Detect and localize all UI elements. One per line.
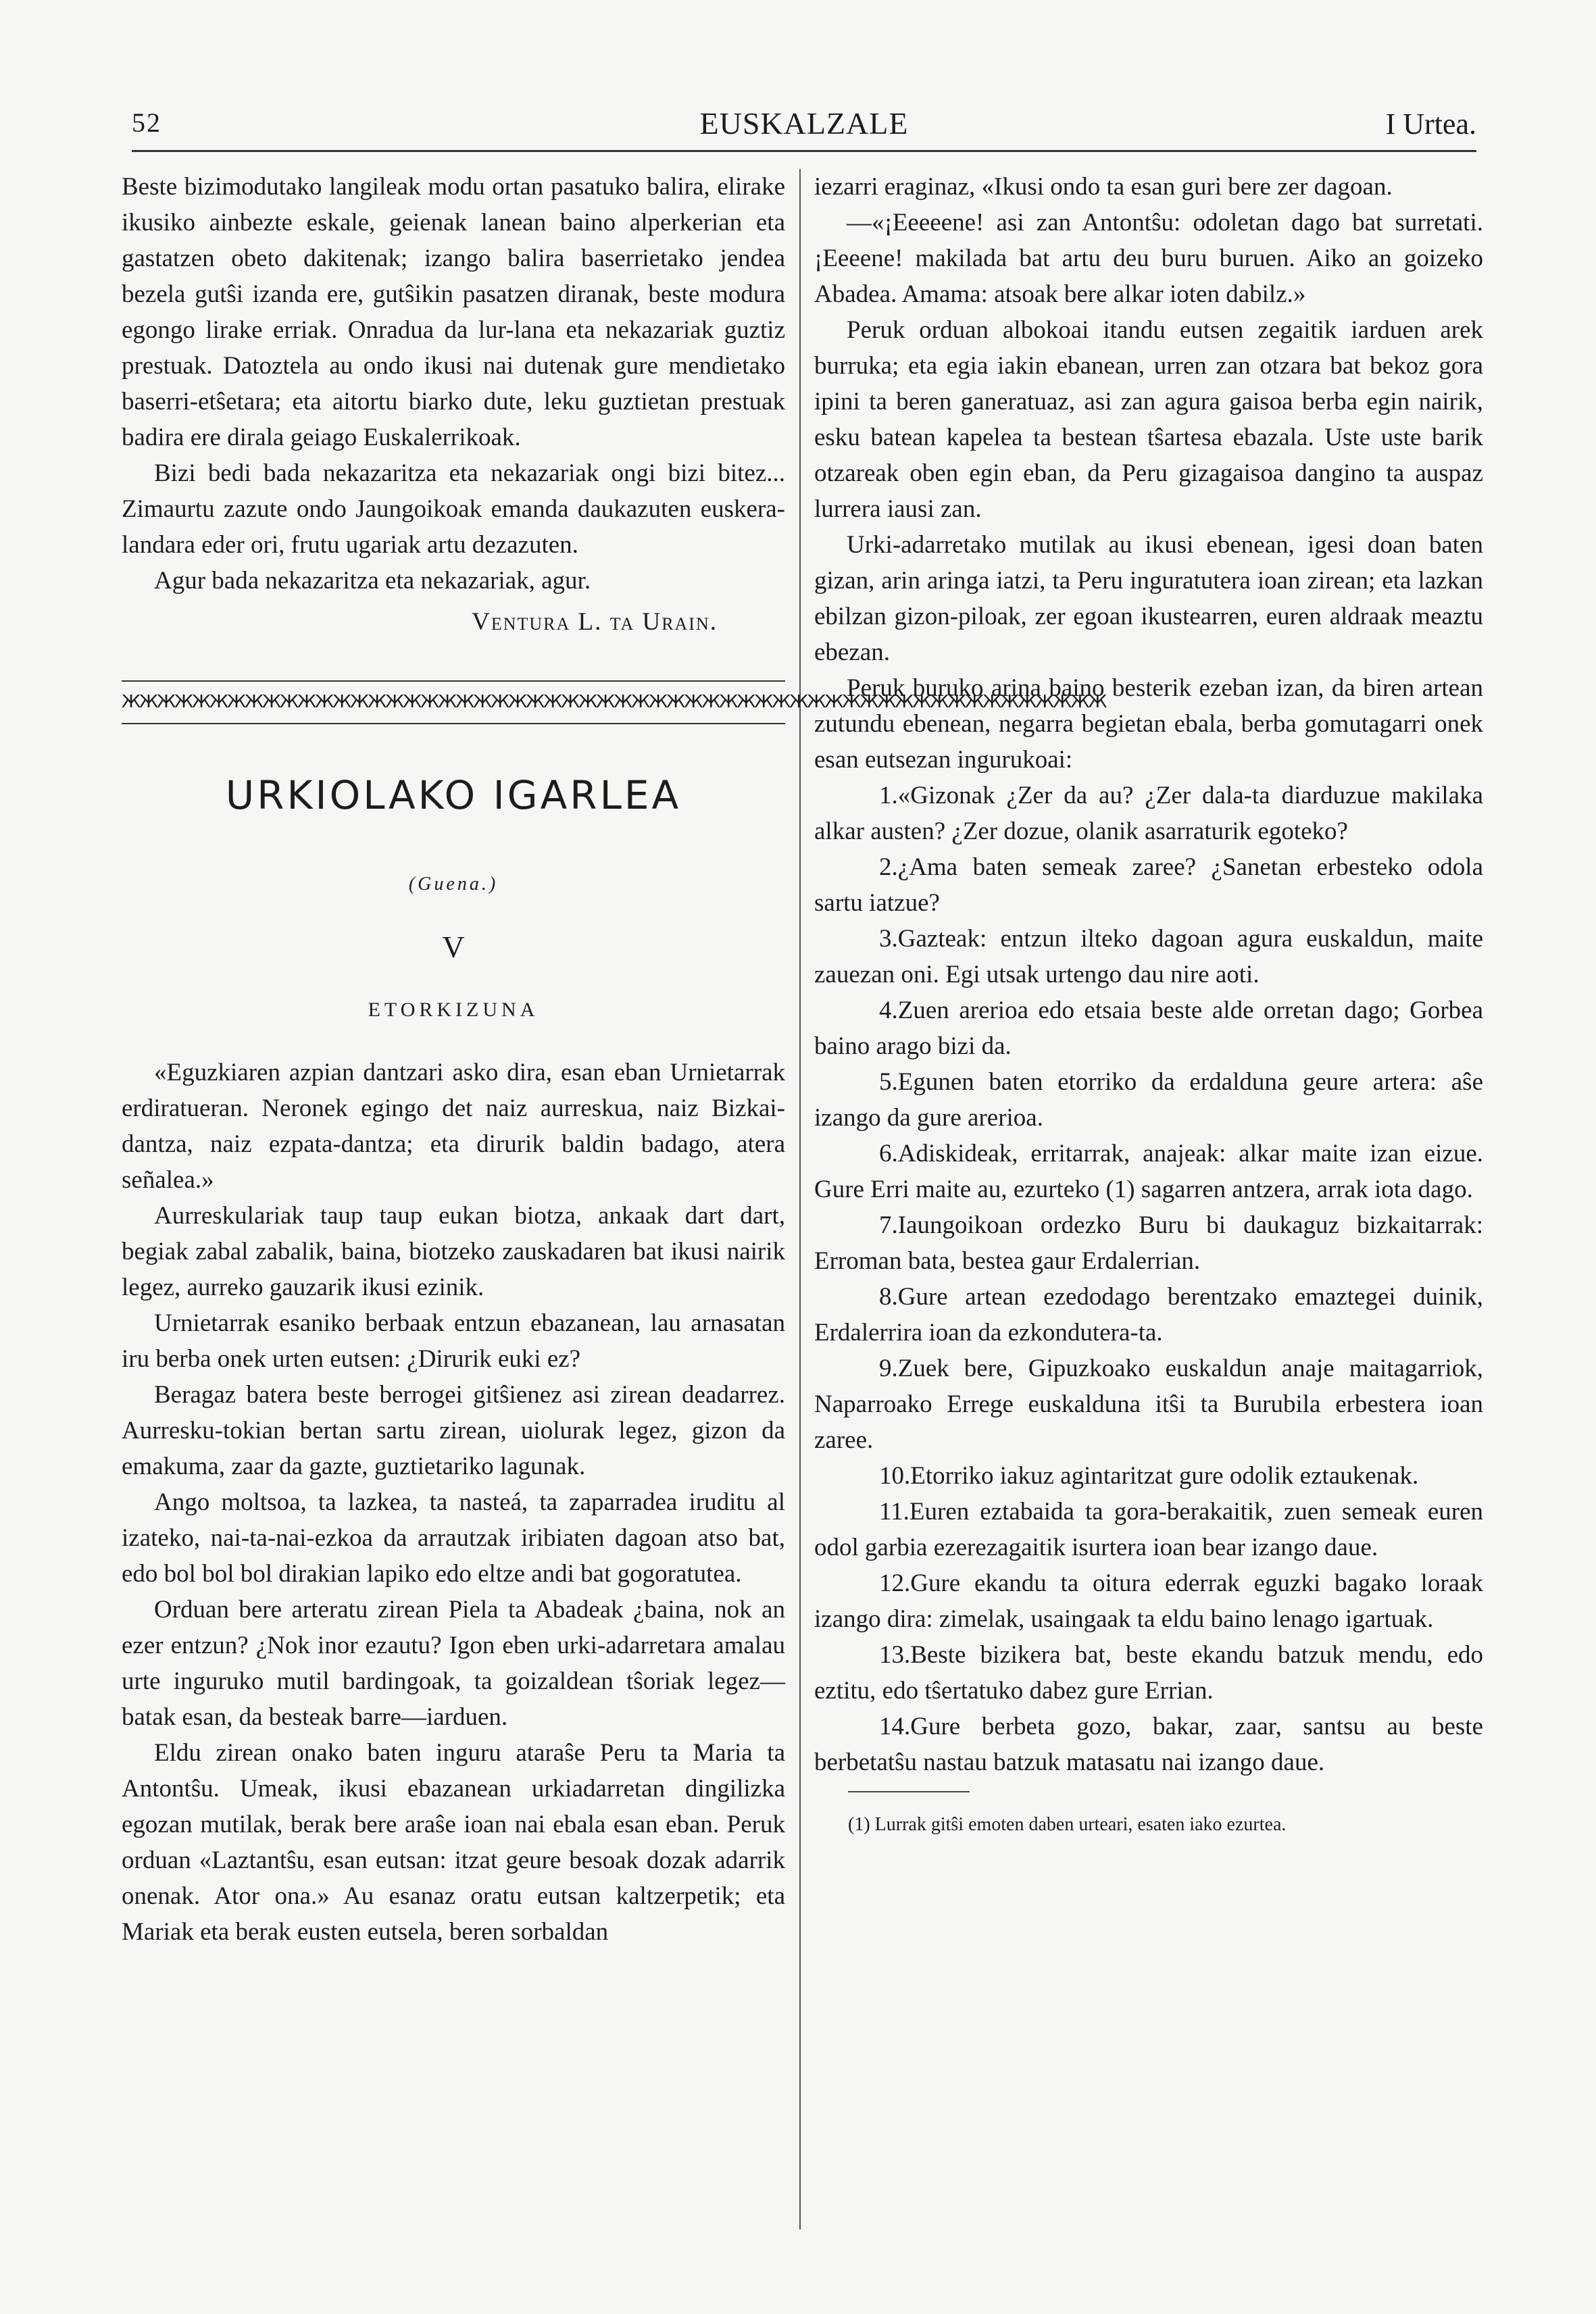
list-item — [814, 992, 1483, 1064]
item-text: Etorriko iakuz agintaritzat gure odolik eztaukenak. — [910, 1462, 1419, 1490]
item-text: «Gizonak ¿Zer da au? ¿Zer dala-ta diarduzue makilaka alkar austen? ¿Zer dozue, olanik asarraturik egoteko? — [814, 782, 1483, 845]
paragraph: Ango moltsoa, ta lazkea, ta nasteá, ta zaparradea iruditu al izateko, nai-ta-nai-ezkoa da arrautzak iribiaten dagoan atso bat, edo bol bol bol dirakian lapiko edo eltze andi bat gogoratutea. — [122, 1488, 785, 1588]
paragraph: Agur bada nekazaritza eta nekazariak, agur. — [154, 567, 591, 595]
item-text: ¿Ama baten semeak zaree? ¿Sanetan erbesteko odola sartu iatzue? — [814, 853, 1483, 917]
paragraph: Bizi bedi bada nekazaritza eta nekazariak ongi bizi bitez... Zimaurtu zazute ondo Jaungoikoak emanda daukazuten euskera-landara eder ori, frutu ugariak artu dezazuten. — [122, 459, 785, 559]
section-note: (Guena.) — [408, 874, 499, 895]
paragraph: Beragaz batera beste berrogei gitŝienez asi zirean deadarrez. Aurresku-tokian bertan sartu zirean, uiolurak legez, gizon da emakuma, zaar da gazte, guztietariko lagunak. — [122, 1381, 785, 1480]
item-text: Zuek bere, Gipuzkoako euskaldun anaje maitagarriok, Naparroako Errege euskalduna itŝi ta Burubila erbestera ioan zaree. — [814, 1355, 1483, 1454]
paragraph: Aurreskulariak taup taup eukan biotza, ankaak dart dart, begiak zabal zabalik, baina, biotzeko zauskadaren bat ikusi nairik legez, aurreko gauzarik ikusi ezinik. — [122, 1202, 785, 1301]
item-number: 1. — [879, 782, 898, 809]
paragraph: iezarri eraginaz, «Ikusi ondo ta esan guri bere zer dagoan. — [814, 173, 1393, 201]
paragraph: «Eguzkiaren azpian dantzari asko dira, esan eban Urnietarrak erdiratueran. Neronek egingo det naiz aurreskua, naiz Bizkai-dantza, naiz ezpata-dantza; eta dirurik baldin badago, atera señalea.» — [122, 1059, 785, 1194]
list-item — [814, 1565, 1483, 1637]
item-number: 2. — [879, 853, 898, 881]
paragraph: Peruk buruko arina baino besterik ezeban izan, da biren artean zutundu ebenean, negarra begietan ebala, berba gomutagarri onek esan eutsezan ingurukoai: — [814, 674, 1483, 774]
item-number: 14. — [879, 1713, 911, 1740]
item-text: Gure ekandu ta oitura ederrak eguzki bagako loraak izango dira: zimelak, usaingaak ta eldu baino lenago igartuak. — [814, 1569, 1483, 1633]
item-text: Beste bizikera bat, beste ekandu batzuk mendu, edo eztitu, edo tŝertatuko dabez gure Errian. — [814, 1641, 1483, 1705]
item-number: 5. — [879, 1068, 898, 1096]
paragraph: Urnietarrak esaniko berbaak entzun ebazanean, lau arnasatan iru berba onek urten eutsen: ¿Dirurik euki ez? — [122, 1309, 785, 1373]
list-item — [814, 921, 1483, 992]
list-item — [814, 1709, 1483, 1780]
item-text: Euren eztabaida ta gora-berakaitik, zuen semeak euren odol garbia ezerezagaitik isurtera ioan bear izango daue. — [814, 1498, 1483, 1561]
paragraph: Eldu zirean onako baten inguru ataraŝe Peru ta Maria ta Antontŝu. Umeak, ikusi ebazanean urkiadarretan dingilizka egozan mutilak, berak bere araŝe ioan nai ebala esan eban. Peruk orduan «Laztantŝu, esan eutsan: itzat geure besoak dozak adarrik onenak. Ator ona.» Au esanaz oratu eutsan kaltzerpetik; eta Mariak eta berak eusten eutsela, beren sorbaldan — [122, 1739, 785, 1946]
paragraph: Orduan bere arteratu zirean Piela ta Abadeak ¿baina, nok an ezer entzun? ¿Nok inor ezautu? Igon eben urki-adarretara amalau urte inguruko mutil bardingoak, ta goizaldean tŝoriak legez—batak esan, da besteak barre—iarduen. — [122, 1596, 785, 1731]
list-item — [814, 1207, 1483, 1279]
list-item — [814, 778, 1483, 849]
list-item — [814, 1637, 1483, 1709]
year-label: I Urtea. — [1385, 107, 1476, 141]
section-title: URKIOLAKO IGARLEA — [225, 772, 682, 818]
item-number: 4. — [879, 997, 898, 1024]
list-item — [814, 1279, 1483, 1351]
list-item — [814, 1494, 1483, 1565]
paragraph: Beste bizimodutako langileak modu ortan pasatuko balira, elirake ikusiko ainbezte eskale, geienak lanean baino alperkerian eta gastatzen obeto dakitenak; izango balira baserrietako jendea bezela gutŝi izanda ere, gutŝikin pasatzen diranak, beste modura egongo lirake erriak. Onradua da lur-lana eta nekazariak guztiz prestuak. Datoztela au ondo ikusi nai dutenak gure mendietako baserri-etŝetara; eta aitortu biarko dute, leku guztietan prestuak badira ere dirala geiago Euskalerrikoak. — [122, 173, 785, 451]
paragraph: —«¡Eeeeene! asi zan Antontŝu: odoletan dago bat surretati. ¡Eeeene! makilada bat artu deu buru buruen. Aiko an goizeko Abadea. Amama: atsoak bere alkar ioten dabilz.» — [814, 209, 1483, 308]
item-text: Gazteak: entzun ilteko dagoan agura euskaldun, maite zauezan oni. Egi utsak urtengo dau nire aoti. — [814, 925, 1483, 988]
list-item — [814, 849, 1483, 921]
item-text: Zuen arerioa edo etsaia beste alde orretan dago; Gorbea baino arago bizi da. — [814, 997, 1483, 1060]
right-column — [814, 169, 1483, 1857]
item-number: 11. — [879, 1498, 909, 1526]
item-number: 13. — [879, 1641, 911, 1669]
footnote: (1) Lurrak gitŝi emoten daben urteari, esaten iako ezurtea. — [848, 1814, 1287, 1835]
list-item — [814, 1458, 1483, 1494]
item-number: 3. — [879, 925, 898, 953]
item-text: Adiskideak, erritarrak, anajeak: alkar maite izan eizue. Gure Erri maite au, ezurteko (1) sagarren antzera, arrak iota dago. — [814, 1140, 1483, 1203]
item-number: 9. — [879, 1355, 898, 1382]
paragraph: Peruk orduan albokoai itandu eutsen zegaitik iarduen arek burruka; eta egia iakin ebanean, urren zan otzara bat bekoz gora ipini ta beren ganeratuaz, asi zan agura gaisoa berba egin nairik, esku batean kapelea ta bestean tŝartesa ebazala. Uste uste barik otzareak oben egin eban, da Peru gizagaisoa dangino ta auspaz lurrera iausi zan. — [814, 316, 1483, 523]
paragraph: Urki-adarretako mutilak au ikusi ebenean, igesi doan baten gizan, arin aringa iatzi, ta Peru inguratutera ioan zirean; eta lazkan ebilzan gizon-piloak, zer egoan ikustearren, euren aldraak meaztu ebezan. — [814, 531, 1483, 666]
item-text: Gure artean ezedodago berentzako emaztegei duinik, Erdalerrira ioan da ezkondutera-ta. — [814, 1283, 1483, 1347]
list-item — [814, 1136, 1483, 1207]
page-header — [132, 100, 1476, 147]
item-number: 7. — [879, 1211, 898, 1239]
numbered-list — [814, 778, 1483, 1780]
item-number: 12. — [879, 1569, 911, 1597]
list-item — [814, 1064, 1483, 1136]
list-item — [814, 1351, 1483, 1458]
item-text: Gure berbeta gozo, bakar, zaar, santsu au beste berbetatŝu nastau batzuk matasatu nai izango daue. — [814, 1713, 1483, 1776]
header-rule — [132, 150, 1476, 152]
chapter-title: ETORKIZUNA — [368, 999, 539, 1021]
author-signature: Ventura L. ta Urain. — [472, 608, 718, 636]
item-number: 10. — [879, 1462, 911, 1490]
chapter-number: V — [442, 930, 465, 964]
column-divider — [799, 169, 801, 2230]
ornamental-border: ЖЖЖЖЖЖЖЖЖЖЖЖЖЖЖЖЖЖЖЖЖЖЖЖЖЖЖЖЖЖЖЖЖЖЖЖЖЖЖЖЖЖЖЖЖЖЖЖЖЖЖЖЖЖЖЖ — [122, 680, 785, 724]
page-number: 52 — [132, 107, 161, 138]
item-text: Iaungoikoan ordezko Buru bi daukaguz bizkaitarrak: Erroman bata, bestea gaur Erdalerrian. — [814, 1211, 1483, 1275]
item-number: 6. — [879, 1140, 898, 1167]
journal-title: EUSKALZALE — [699, 106, 909, 141]
item-text: Egunen baten etorriko da erdalduna geure artera: aŝe izango da gure arerioa. — [814, 1068, 1483, 1132]
item-number: 8. — [879, 1283, 898, 1311]
footnote-separator — [848, 1791, 970, 1792]
